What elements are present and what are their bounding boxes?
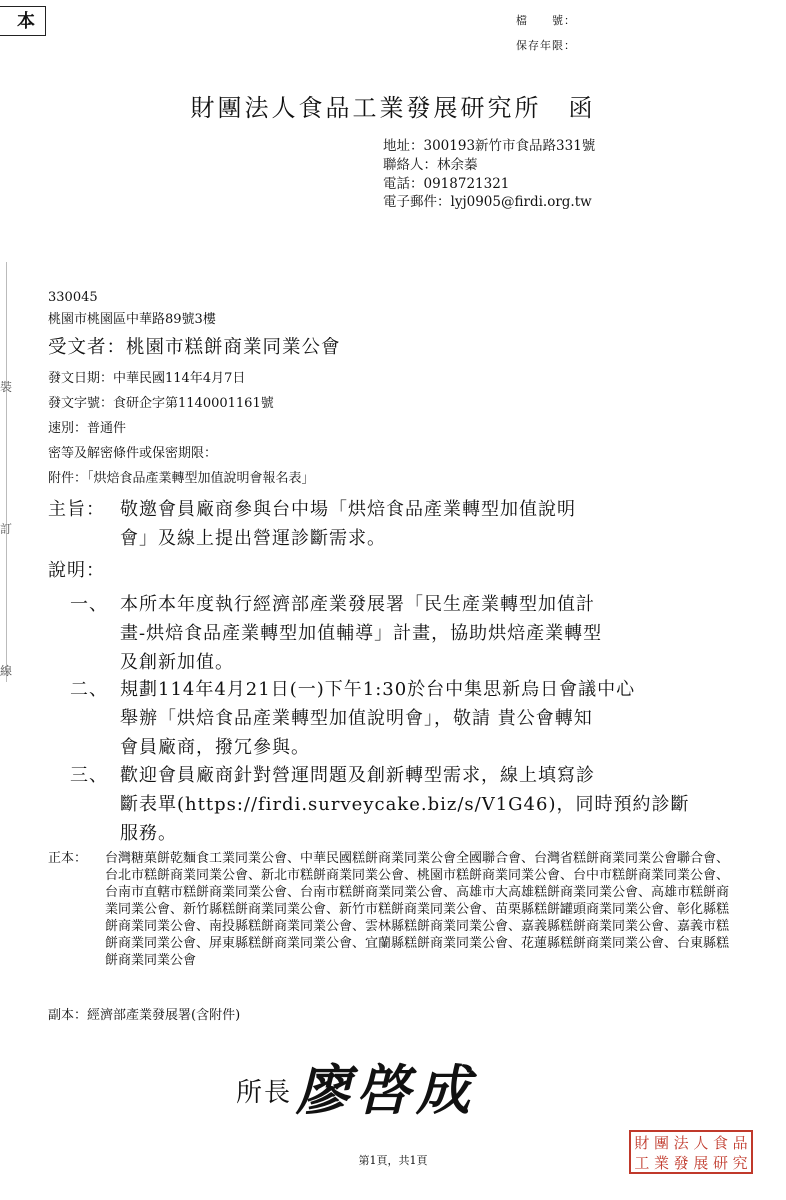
speed-category: 速別：普通件 (48, 421, 127, 436)
sender-address: 地址：300193新竹市食品路331號 (383, 138, 596, 154)
recipient-address: 桃園市桃園區中華路89號3樓 (48, 312, 216, 327)
document-title: 財團法人食品工業發展研究所 函 (190, 94, 596, 122)
retention-period-label: 保存年限： (516, 39, 576, 52)
binding-mark-zhuang: 裝 (0, 380, 13, 394)
copy-recipients (48, 1004, 240, 1023)
institute-seal: 財 團 法 人 食 品 工 業 發 展 研 究 (629, 1130, 753, 1174)
copy-recipients-label: 副本： (48, 1008, 88, 1023)
page-number: 第1頁，共1頁 (358, 1154, 428, 1167)
copy-type-box (0, 6, 46, 36)
confidentiality: 密等及解密條件或保密期限： (48, 446, 218, 461)
director-title: 所長 (236, 1078, 293, 1108)
explanation-label: 說明： (48, 560, 105, 581)
recipient-postcode: 330045 (48, 290, 98, 305)
sender-phone: 電話：0918721321 (383, 176, 510, 192)
file-number-label: 檔 號： (516, 14, 576, 27)
document-number: 發文字號：食研企字第1140001161號 (48, 396, 274, 411)
binding-margin-line (6, 262, 7, 682)
item-1-line-2: 畫-烘焙食品產業轉型加值輔導」計畫，協助烘焙產業轉型 (120, 623, 603, 644)
binding-mark-ding: 訂 (0, 522, 13, 536)
original-recipients-label: 正本： (48, 851, 88, 866)
item-3-line-2: 斷表單(https://firdi.surveycake.biz/s/V1G46)，同時預約診斷 (120, 794, 690, 815)
original-recipients-text: 台灣糖菓餅乾麵食工業同業公會、中華民國糕餅商業同業公會全國聯合會、台灣省糕餅商業同業公會聯合會、台北市糕餅商業同業公會、新北市糕餅商業同業公會、桃園市糕餅商業同業公會、台中市糕餅商業同業公會、台南市直轄市糕餅商業同業公會、台南市糕餅商業同業公會、高雄市大高雄糕餅商業同業公會、高雄市糕餅商業同業公會、新竹縣糕餅商業同業公會、新竹市糕餅商業同業公會、苗栗縣糕餅罐頭商業同業公會、彰化縣糕餅商業同業公會、南投縣糕餅商業同業公會、雲林縣糕餅商業同業公會、嘉義縣糕餅商業同業公會、嘉義市糕餅商業同業公會、屏東縣糕餅商業同業公會、宜蘭縣糕餅商業同業公會、花蓮縣糕餅商業同業公會、台東縣糕餅商業同業公會 (105, 851, 730, 968)
sender-contact: 聯絡人：林余蓁 (383, 157, 478, 173)
issue-date: 發文日期：中華民國114年4月7日 (48, 371, 246, 386)
director-signature (236, 1048, 476, 1125)
item-1-number: 一、 (70, 594, 108, 615)
original-recipients (48, 850, 738, 969)
addressee: 受文者：桃園市糕餅商業同業公會 (48, 337, 341, 358)
copy-recipients-text: 經濟部產業發展署(含附件) (87, 1008, 241, 1023)
subject-line-1: 敬邀會員廠商參與台中場「烘焙食品產業轉型加值說明 (120, 499, 576, 520)
item-2-line-2: 舉辦「烘焙食品產業轉型加值說明會」，敬請 貴公會轉知 (120, 708, 593, 729)
attachment: 附件：「烘焙食品產業轉型加值說明會報名表」 (48, 471, 315, 486)
item-3-line-1: 歡迎會員廠商針對營運問題及創新轉型需求，線上填寫診 (120, 765, 595, 786)
subject-label: 主旨： (48, 499, 105, 520)
item-2-line-3: 會員廠商，撥冗參與。 (120, 737, 310, 758)
item-1-line-3: 及創新加值。 (120, 652, 234, 673)
director-name: 廖啓成 (296, 1058, 477, 1122)
item-3-line-3: 服務。 (120, 823, 177, 844)
item-2-line-1: 規劃114年4月21日(一)下午1:30於台中集思新烏日會議中心 (120, 679, 636, 700)
subject-line-2: 會」及線上提出營運診斷需求。 (120, 528, 386, 549)
item-2-number: 二、 (70, 679, 108, 700)
item-3-number: 三、 (70, 765, 108, 786)
binding-mark-xian: 線 (0, 664, 13, 678)
item-1-line-1: 本所本年度執行經濟部產業發展署「民生產業轉型加值計 (120, 594, 595, 615)
copy-type-mark: 本 (17, 11, 35, 32)
sender-email: 電子郵件：lyj0905@firdi.org.tw (383, 194, 592, 210)
